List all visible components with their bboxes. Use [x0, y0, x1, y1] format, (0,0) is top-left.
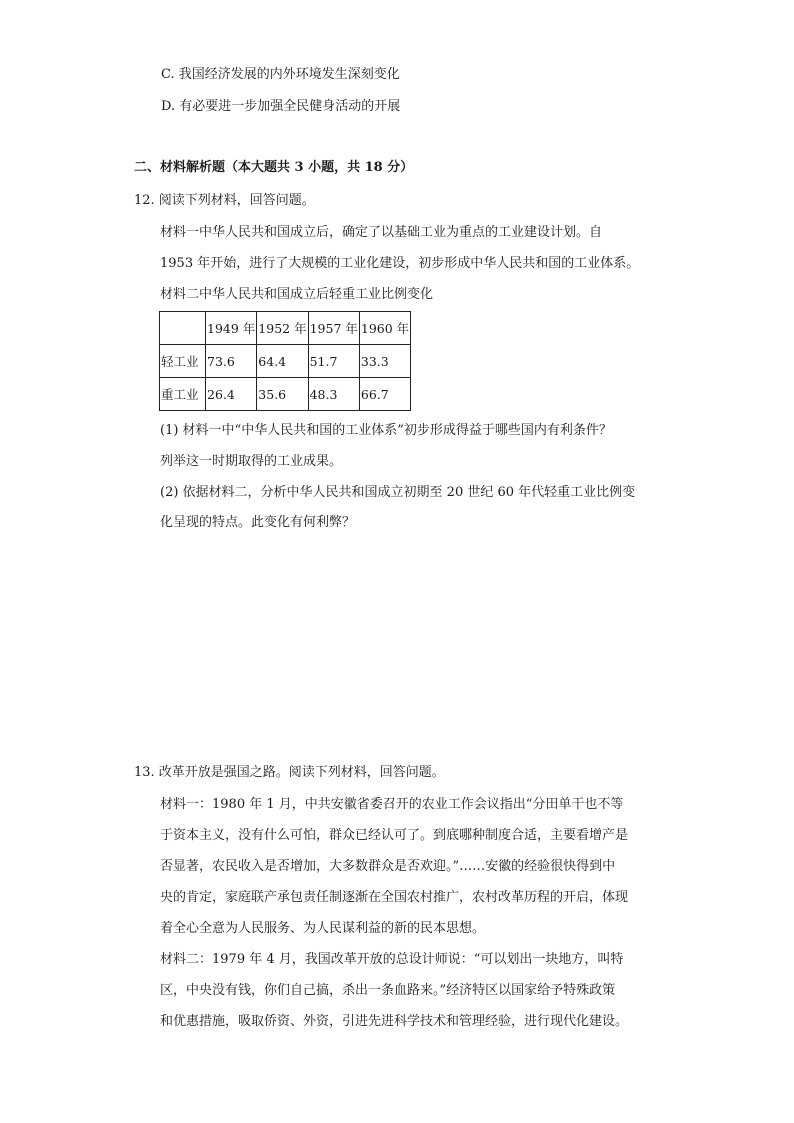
- q12-sub-question-1-line-2: 列举这一时期取得的工业成果。: [160, 454, 343, 469]
- q13-material-1-line-2: 于资本主义，没有什么可怕，群众已经认可了。到底哪种制度合适，主要看增产是: [160, 828, 629, 843]
- q12-material-1-line-1: 材料一中华人民共和国成立后，确定了以基础工业为重点的工业建设计划。自: [160, 225, 603, 240]
- table-header-cell: [160, 312, 206, 345]
- table-header-cell: 1957 年: [308, 312, 359, 345]
- q12-sub-question-2-line-1: (2) 依据材料二，分析中华人民共和国成立初期至 20 世纪 60 年代轻重工业比例变: [160, 485, 636, 500]
- table-header-cell: 1952 年: [257, 312, 308, 345]
- question-12-stem: 12. 阅读下列材料，回答问题。: [134, 193, 315, 208]
- table-cell: 51.7: [308, 345, 359, 378]
- table-header-cell: 1949 年: [206, 312, 257, 345]
- q12-material-1-line-2: 1953 年开始，进行了大规模的工业化建设，初步形成中华人民共和国的工业体系。: [160, 256, 640, 271]
- industry-ratio-table: [159, 311, 411, 411]
- table-cell: 73.6: [206, 345, 257, 378]
- q13-material-1-line-1: 材料一：1980 年 1 月，中共安徽省委召开的农业工作会议指出“分田单干也不等: [160, 797, 624, 812]
- q12-sub-question-2-line-2: 化呈现的特点。此变化有何利弊？: [160, 515, 356, 530]
- row-label: 重工业: [160, 378, 206, 411]
- table-cell: 64.4: [257, 345, 308, 378]
- q13-material-2-line-3: 和优惠措施，吸取侨资、外资，引进先进科学技术和管理经验，进行现代化建设。: [160, 1014, 629, 1029]
- q12-material-2-title: 材料二中华人民共和国成立后轻重工业比例变化: [160, 287, 434, 302]
- table-header-row: [160, 312, 411, 345]
- table-cell: 48.3: [308, 378, 359, 411]
- table-row: [160, 378, 411, 411]
- table-cell: 26.4: [206, 378, 257, 411]
- section-heading: 二、材料解析题（本大题共 3 小题，共 18 分）: [134, 160, 414, 175]
- row-label: 轻工业: [160, 345, 206, 378]
- question-13-stem: 13. 改革开放是强国之路。阅读下列材料，回答问题。: [134, 765, 445, 780]
- q13-material-2-line-2: 区，中央没有钱，你们自己搞，杀出一条血路来。”经济特区以国家给予特殊政策: [160, 983, 616, 998]
- table-cell: 35.6: [257, 378, 308, 411]
- option-d: D. 有必要进一步加强全民健身活动的开展: [161, 99, 401, 114]
- table-cell: 33.3: [359, 345, 410, 378]
- table-row: [160, 345, 411, 378]
- table-header-cell: 1960 年: [359, 312, 410, 345]
- option-c: C. 我国经济发展的内外环境发生深刻变化: [161, 67, 400, 82]
- table-cell: 66.7: [359, 378, 410, 411]
- q12-sub-question-1-line-1: (1) 材料一中“中华人民共和国的工业体系”初步形成得益于哪些国内有利条件？: [160, 423, 612, 438]
- q13-material-1-line-5: 着全心全意为人民服务、为人民谋利益的新的民本思想。: [160, 921, 486, 936]
- q13-material-2-line-1: 材料二：1979 年 4 月，我国改革开放的总设计师说：“可以划出一块地方，叫特: [160, 952, 624, 967]
- q13-material-1-line-4: 央的肯定，家庭联产承包责任制逐渐在全国农村推广，农村改革历程的开启，体现: [160, 890, 629, 905]
- q13-material-1-line-3: 否显著，农民收入是否增加，大多数群众是否欢迎。”……安徽的经验很快得到中: [160, 859, 616, 874]
